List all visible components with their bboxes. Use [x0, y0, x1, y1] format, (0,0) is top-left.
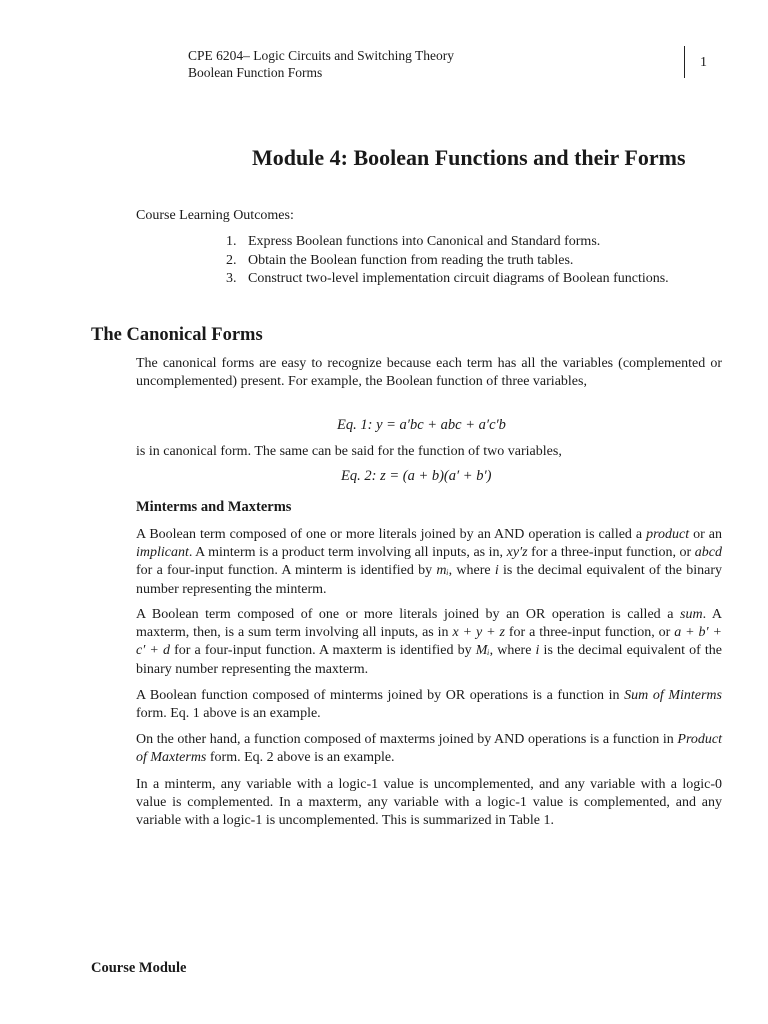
product-of-maxterms-paragraph: On the other hand, a function composed of maxterms joined by AND operations is a function in Product of Maxterms form. Eq. 2 above is an example.	[136, 732, 722, 766]
summary-paragraph: In a minterm, any variable with a logic-1 value is uncomplemented, and any variable with a logic-0 value is complemented. In a maxterm, any variable with a logic-1 value is complemented, and any variable with a logic-1 is uncomplemented. This is summarized in Table 1.	[136, 777, 722, 829]
outcome-item: 1. Express Boolean functions into Canonical and Standard forms.	[226, 234, 601, 249]
page-number: 1	[700, 55, 707, 70]
equation-1	[337, 417, 506, 434]
equation-1-body: y = a′bc + abc + a′c′b	[376, 417, 506, 433]
course-title: CPE 6204– Logic Circuits and Switching Theory	[188, 48, 454, 63]
page-title: Module 4: Boolean Functions and their Forms	[252, 145, 686, 170]
equation-2-label: Eq. 2:	[341, 468, 377, 484]
minterm-paragraph: A Boolean term composed of one or more literals joined by an AND operation is called a product or an implicant. A minterm is a product term involving all inputs, as in, xy′z for a three-input function, or abcd for a four-input function. A minterm is identified by mᵢ, where i is the decimal equivalent of the binary number representing the minterm.	[136, 527, 723, 597]
intro-paragraph: The canonical forms are easy to recognize because each term has all the variables (complemented or uncomplemented) present. For example, the Boolean function of three variables,	[136, 356, 722, 390]
outcomes-list	[226, 233, 669, 289]
footer: Course Module	[91, 960, 187, 976]
outcome-item: 2. Obtain the Boolean function from reading the truth tables.	[226, 252, 574, 268]
equation-2-body: z = (a + b)(a′ + b′)	[380, 468, 492, 484]
sum-of-minterms-paragraph: A Boolean function composed of minterms joined by OR operations is a function in Sum of Minterms form. Eq. 1 above is an example.	[136, 688, 722, 722]
outcome-item: 3. Construct two-level implementation circuit diagrams of Boolean functions.	[226, 271, 669, 286]
subheading: Minterms and Maxterms	[136, 499, 292, 515]
maxterm-paragraph: A Boolean term composed of one or more literals joined by an OR operation is called a sum. A maxterm, then, is a sum term involving all inputs, as in x + y + z for a three-input function, or a + b′ + c′ + d for a four-input function. A maxterm is identified by Mᵢ, where i is the decimal equivalent of the binary number representing the maxterm.	[136, 607, 723, 677]
running-header	[188, 47, 454, 81]
page-number-divider	[684, 46, 685, 78]
header-subtitle: Boolean Function Forms	[188, 65, 323, 80]
after-eq1-paragraph: is in canonical form. The same can be said for the function of two variables,	[136, 444, 562, 459]
equation-2	[341, 468, 491, 485]
outcomes-label: Course Learning Outcomes:	[136, 208, 294, 223]
equation-1-label: Eq. 1:	[337, 417, 373, 433]
section-heading: The Canonical Forms	[91, 325, 263, 345]
